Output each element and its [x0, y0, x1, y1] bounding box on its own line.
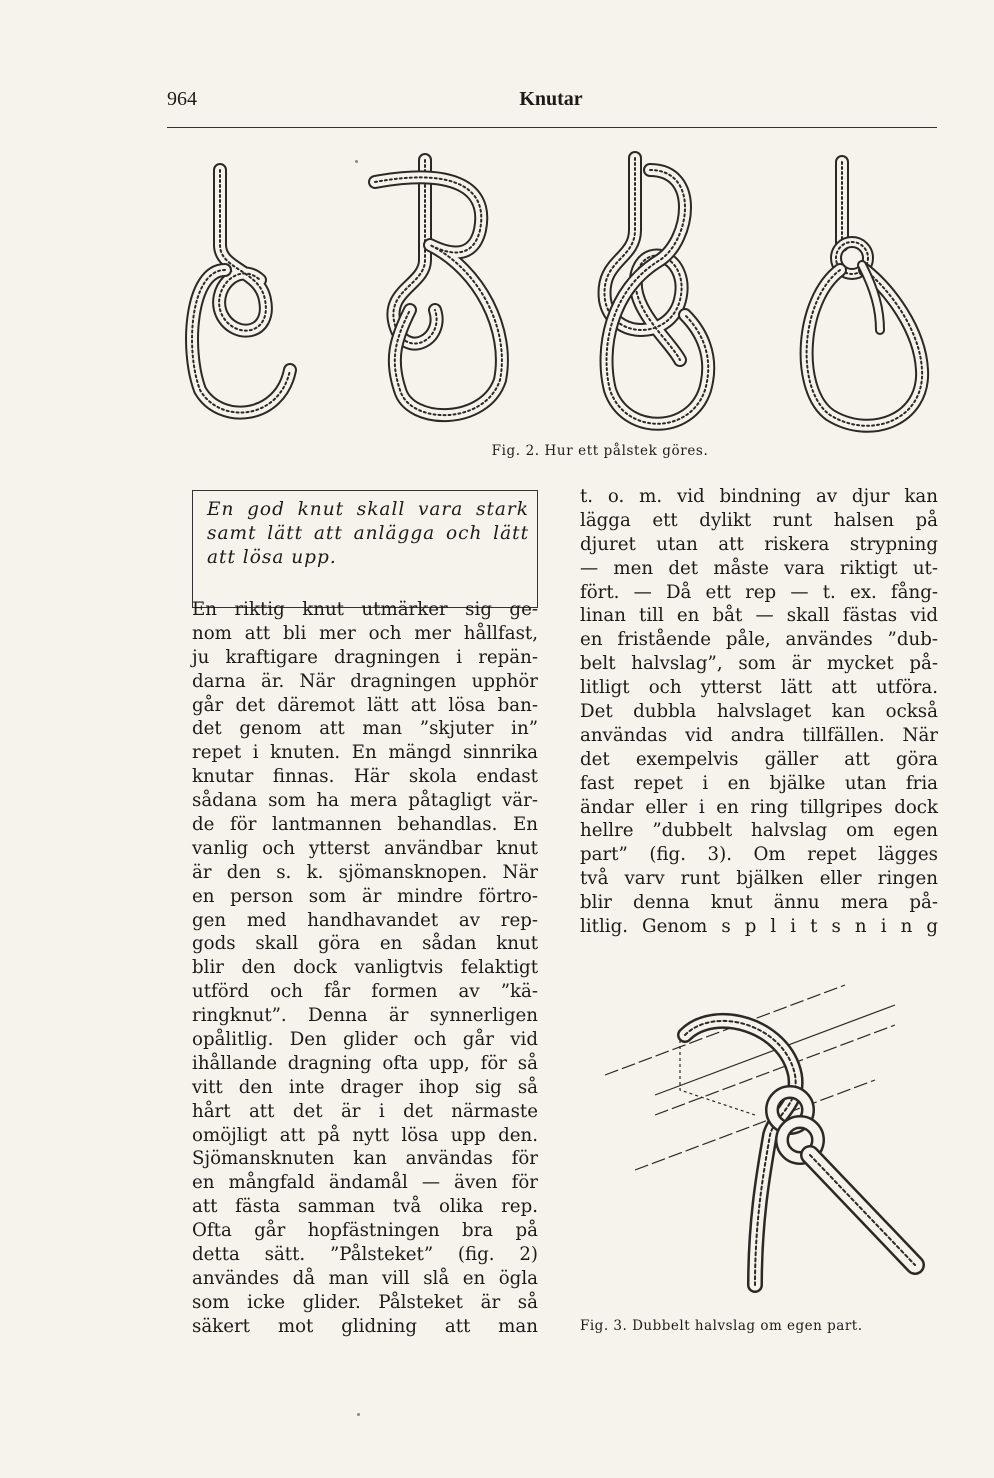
text-line: Sjömansknuten kan användas för: [192, 1148, 538, 1170]
bowline-stage-2: [375, 160, 502, 415]
text-line: litlig. Genom s p l i t s n i n g: [580, 916, 938, 938]
text-line: är den s. k. sjömansknopen. När: [192, 861, 538, 883]
bowline-stage-3: [605, 158, 709, 424]
page-number: 964: [167, 88, 197, 110]
bowline-stage-1: [192, 170, 290, 413]
text-line: som icke glider. Pålsteket är så: [192, 1291, 538, 1313]
text-line: fast repet i en bjälke utan fria: [580, 772, 938, 794]
text-line: Det dubbla halvslaget kan också: [580, 701, 938, 723]
pull-quote-text: [207, 498, 529, 570]
text-line: det exempelvis gäller att göra: [580, 748, 938, 770]
text-line: användes då man vill slå en ögla: [192, 1267, 538, 1289]
text-line: litligt och ytterst lätt att utföra.: [580, 677, 938, 699]
text-line: vitt den inte drager ihop sig så: [192, 1076, 538, 1098]
text-line: två varv runt bjälken eller ringen: [580, 868, 938, 890]
text-line: gen med handhavandet av rep-: [192, 909, 538, 931]
text-line: utförd och får formen av ”kä-: [192, 981, 538, 1003]
text-line: vanlig och ytterst användbar knut: [192, 837, 538, 859]
text-line: part” (fig. 3). Om repet lägges: [580, 844, 938, 866]
text-line: omöjligt att på nytt lösa upp den.: [192, 1124, 538, 1146]
figure-3-half-hitch-illustration: [595, 965, 935, 1310]
text-line: att fästa samman två olika rep.: [192, 1196, 538, 1218]
figure-2-bowline-illustration: [180, 150, 950, 440]
figure-2-caption: Fig. 2. Hur ett pålstek göres.: [491, 443, 709, 459]
text-line: t. o. m. vid bindning av djur kan: [580, 486, 938, 507]
text-line: blir denna knut ännu mera på-: [580, 892, 938, 914]
text-line: en mångfald ändamål — även för: [192, 1172, 538, 1194]
quote-line: samt lätt att anlägga och lätt: [207, 522, 529, 544]
text-line: sådana som ha mera påtagligt vär-: [192, 790, 538, 812]
text-line: säkert mot glidning att man: [192, 1315, 538, 1337]
quote-line: En god knut skall vara stark: [207, 499, 529, 520]
left-column-text: [192, 598, 538, 1339]
text-line: ihållande dragning ofta upp, för så: [192, 1052, 538, 1074]
running-title: Knutar: [519, 88, 583, 110]
header-rule: [167, 127, 937, 128]
text-line: går det däremot lätt att lösa ban-: [192, 694, 538, 716]
quote-line: att lösa upp.: [207, 546, 337, 568]
text-line: opålitlig. Den glider och går vid: [192, 1029, 538, 1051]
page-header: [167, 88, 935, 122]
print-speck: [355, 160, 358, 163]
figure-3-caption: Fig. 3. Dubbelt halvslag om egen part.: [580, 1318, 863, 1334]
pull-quote-box: [192, 490, 538, 608]
text-line: de för lantmannen behandlas. En: [192, 814, 538, 836]
text-line: gods skall göra en sådan knut: [192, 933, 538, 955]
text-line: det genom att man ”skjuter in”: [192, 718, 538, 740]
text-line: ringknut”. Denna är synnerligen: [192, 1005, 538, 1027]
text-line: knutar finnas. Här skola endast: [192, 766, 538, 788]
text-line: En riktig knut utmärker sig ge-: [192, 599, 538, 620]
text-line: hellre ”dubbelt halvslag om egen: [580, 820, 938, 842]
text-line: en person som är mindre förtro-: [192, 885, 538, 907]
text-line: lägga ett dylikt runt halsen på: [580, 509, 938, 531]
text-line: en fristående påle, användes ”dub-: [580, 629, 938, 651]
text-line: användas vid andra tillfällen. När: [580, 724, 938, 746]
text-line: Ofta går hopfästningen bra på: [192, 1220, 538, 1242]
text-line: — men det måste vara riktigt ut-: [580, 557, 938, 579]
text-line: blir den dock vanligtvis felaktigt: [192, 957, 538, 979]
text-line: darna är. När dragningen upphör: [192, 670, 538, 692]
text-line: djuret utan att riskera strypning: [580, 533, 938, 555]
text-line: belt halvslag”, som är mycket på-: [580, 653, 938, 675]
text-line: linan till en båt — skall fästas vid: [580, 605, 938, 627]
text-line: nom att bli mer och mer hållfast,: [192, 622, 538, 644]
bowline-stage-4: [807, 162, 923, 426]
text-line: ändar eller i en ring tillgripes dock: [580, 796, 938, 818]
text-line: hårt att det är i det närmaste: [192, 1100, 538, 1122]
text-line: repet i knuten. En mängd sinnrika: [192, 742, 538, 764]
text-line: ju kraftigare dragningen i repän-: [192, 646, 538, 668]
print-speck: [357, 1413, 360, 1416]
right-column-text: [580, 485, 938, 939]
text-line: fört. — Då ett rep — t. ex. fång-: [580, 581, 938, 603]
text-line: detta sätt. ”Pålsteket” (fig. 2): [192, 1244, 538, 1266]
